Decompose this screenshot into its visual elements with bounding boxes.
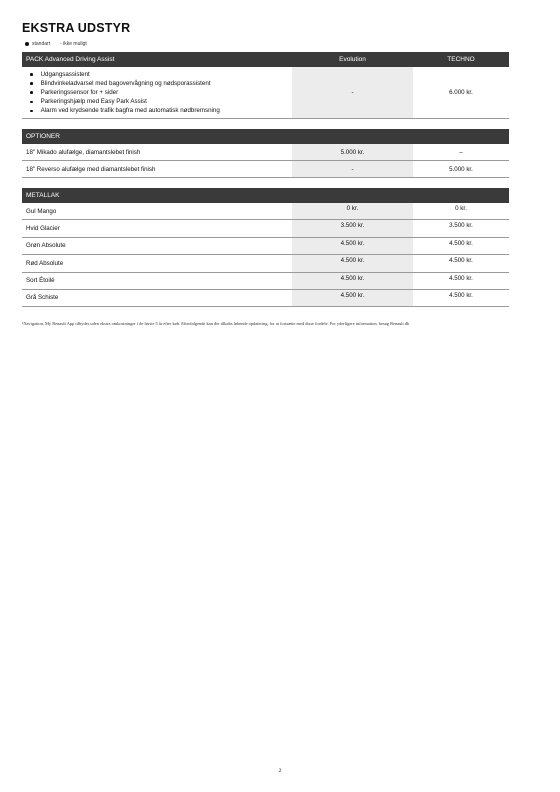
color-techno-price: 4.500 kr.	[449, 274, 473, 282]
bullet-icon	[30, 82, 33, 85]
color-evolution-price: 0 kr.	[292, 203, 413, 219]
optioner-header-label: OPTIONER	[26, 133, 60, 140]
column-evolution: Evolution	[339, 56, 366, 63]
pack-item: Blindvinkeladvarsel med bagovervågning og nødsporassistent	[30, 79, 220, 88]
optioner-table	[22, 129, 509, 178]
color-evolution-price: 3.500 kr.	[292, 220, 413, 236]
legend-standard: standart	[32, 41, 51, 47]
option-label: 18" Reverso alufælge med diamantslebet finish	[26, 165, 156, 173]
color-evolution-price: 4.500 kr.	[292, 290, 413, 306]
bullet-icon	[30, 91, 33, 94]
color-label: Hvid Glacier	[26, 224, 60, 232]
option-techno-price: 5.000 kr.	[449, 165, 473, 173]
color-techno-price: 4.500 kr.	[449, 239, 473, 247]
color-evolution-price: 4.500 kr.	[292, 273, 413, 289]
table-row	[22, 203, 509, 220]
optioner-header	[22, 129, 509, 144]
pack-row	[22, 67, 509, 119]
table-row	[22, 255, 509, 272]
metallak-header-label: METALLAK	[26, 192, 60, 199]
pack-header	[22, 52, 509, 67]
table-row	[22, 161, 509, 178]
metallak-table	[22, 188, 509, 307]
option-label: 18" Mikado alufælge, diamantslebet finish	[26, 148, 141, 156]
color-evolution-price: 4.500 kr.	[292, 255, 413, 271]
pack-techno-price: 6.000 kr.	[449, 89, 473, 96]
table-row	[22, 273, 509, 290]
footnote: ¹Navigation, My Renault App tilbydes uden ekstra omkostninger i de første 5 år efter køb. Efterfølgende kan der tilkøbs løbende opdatering, for at fortsætte med disse fordele. For yderligere information, besøg Renault.dk	[22, 321, 410, 326]
pack-item: Udgangsassistent	[30, 70, 220, 79]
table-row	[22, 144, 509, 161]
bullet-icon	[30, 101, 33, 104]
table-row	[22, 290, 509, 307]
pack-evolution-price: -	[292, 67, 413, 118]
pack-item: Parkeringssensor for + sider	[30, 88, 220, 97]
pack-item: Parkeringshjælp med Easy Park Assist	[30, 97, 220, 106]
color-label: Rød Absolute	[26, 259, 64, 267]
color-techno-price: 4.500 kr.	[449, 257, 473, 265]
color-label: Grøn Absolute	[26, 242, 66, 250]
color-label: Sort Étoilé	[26, 277, 55, 285]
table-row	[22, 220, 509, 237]
color-techno-price: 3.500 kr.	[449, 222, 473, 230]
color-techno-price: 0 kr.	[455, 205, 467, 212]
pack-header-label: PACK Advanced Driving Assist	[26, 56, 115, 63]
bullet-icon	[30, 110, 33, 113]
option-techno-price: –	[459, 148, 463, 156]
legend	[25, 41, 87, 47]
option-evolution-price: 5.000 kr.	[292, 144, 413, 160]
legend-not-possible: - ikke muligt	[60, 41, 87, 47]
table-row	[22, 238, 509, 255]
page-title: EKSTRA UDSTYR	[22, 21, 131, 35]
pack-item: Alarm ved krydsende trafik bagfra med automatisk nødbremsning	[30, 106, 220, 115]
color-label: Grå Schiste	[26, 294, 59, 302]
page-number: 2	[278, 768, 282, 774]
bullet-icon	[25, 42, 29, 46]
metallak-header	[22, 188, 509, 203]
pack-items	[30, 70, 220, 115]
color-techno-price: 4.500 kr.	[449, 291, 473, 299]
color-label: Gul Mango	[26, 207, 57, 215]
column-techno: TECHNO	[447, 56, 475, 63]
bullet-icon	[30, 73, 33, 76]
color-evolution-price: 4.500 kr.	[292, 238, 413, 254]
option-evolution-price: -	[292, 161, 413, 177]
pack-table	[22, 52, 509, 119]
